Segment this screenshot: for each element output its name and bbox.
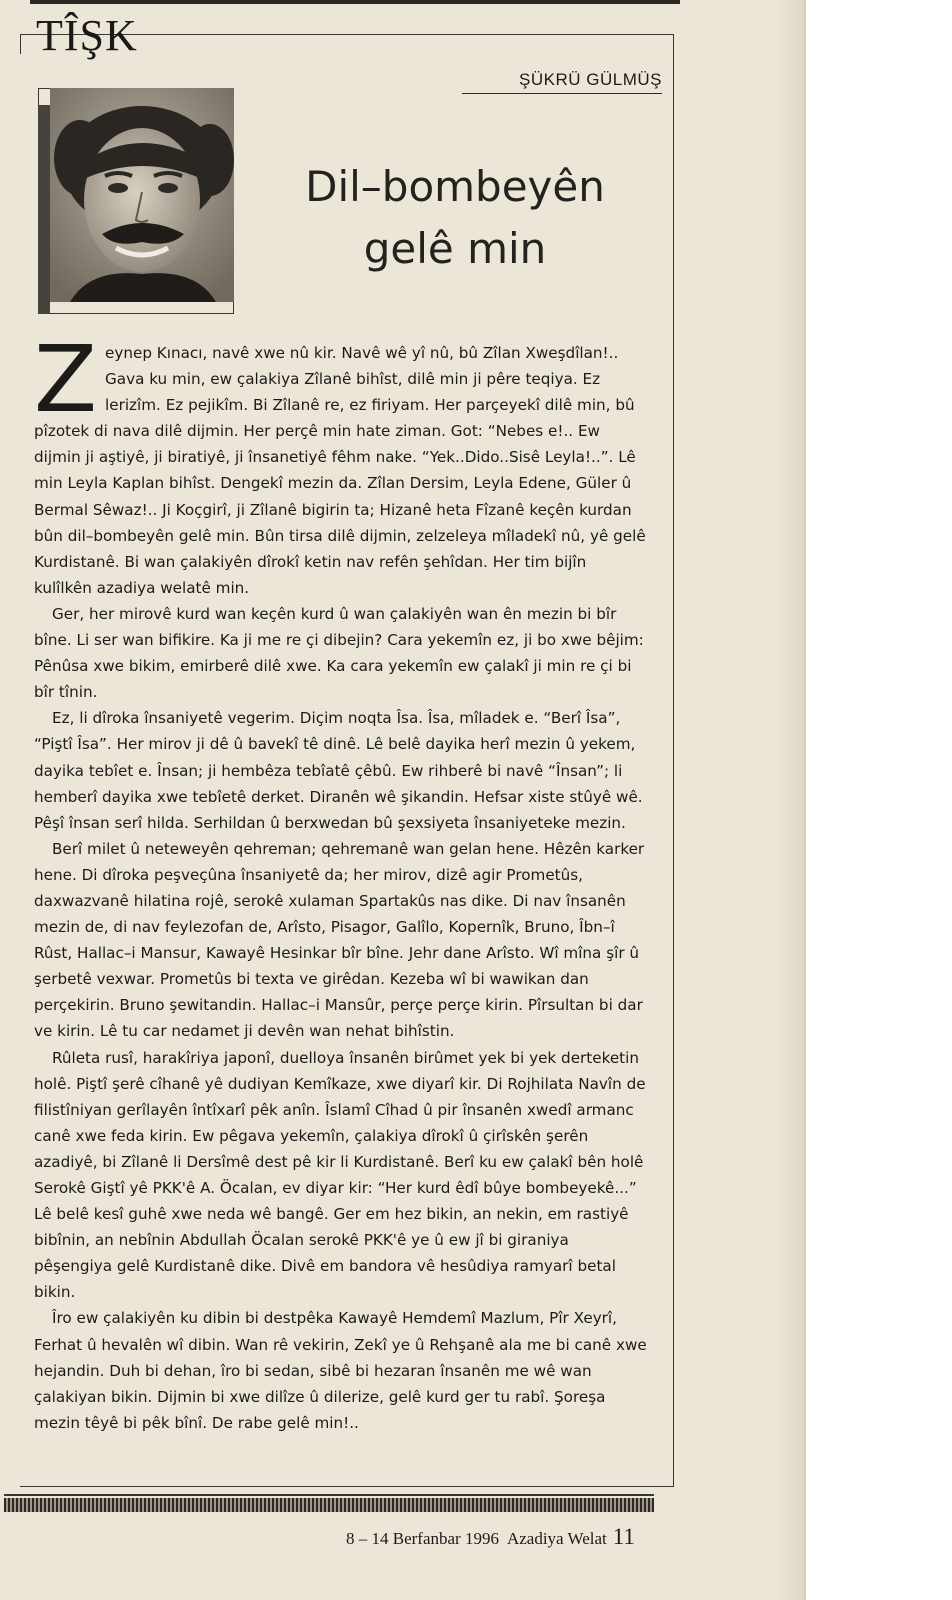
author-photo	[50, 88, 234, 302]
page-edge-shade	[778, 0, 806, 1600]
author-name: ŞÜKRÜ GÜLMÜŞ	[519, 70, 662, 89]
section-label: TÎŞK	[36, 11, 138, 60]
article-paragraph-3: Ez, li dîroka însaniyetê vegerim. Diçim noqta Îsa. Îsa, mîladek e. “Berî Îsa”, “Piştî Îsa”. Her mirov ji dê û bavekî tê dinê. Lê belê dayika herî mezin û yekem, dayika tebîet e. Însan; ji hembêza tebîatê çêbû. Ew rihberê bi navê “Însan”; li hemberî dayika xwe tebîetê derket. Diranên wê şikandin. Hefsar xiste stûyê wê. Pêşî însan serî hilda. Serhildan û berxwedan bû şexsiyeta însaniyeteke mezin.	[34, 709, 643, 832]
footer-date: 8 – 14 Berfanbar 1996	[346, 1529, 499, 1548]
column-frame-bottom	[20, 1486, 674, 1487]
headline-line-1: Dil–bombeyên	[305, 162, 605, 211]
drop-cap: Z	[34, 326, 98, 433]
article-paragraph-1	[34, 326, 648, 601]
column-frame-right	[673, 34, 674, 1486]
page-footer	[346, 1524, 666, 1550]
article-headline	[250, 156, 660, 280]
footer-rule	[4, 1494, 654, 1496]
footer-publication: Azadiya Welat	[506, 1529, 607, 1548]
headline-line-2: gelê min	[363, 224, 547, 273]
paragraph-1-text: eynep Kınacı, navê xwe nû kir. Navê wê yî nû, bû Zîlan Xweşdîlan!.. Gava ku min, ew çalakiya Zîlanê bihîst, dilê min ji pêre teqiya. Ez lerizîm. Ez pejikîm. Bi Zîlanê re, ez firiyam. Her parçeyekî dilê min, bû pîzotek di nava dilê dijmin. Her perçê min hate ziman. Got: “Nebes e!.. Ew dijmin ji aştiyê, ji biratiyê, ji însanetiyê fêhm nake. “Yek..Dido..Sisê Leyla!..”. Lê min Leyla Kaplan bihîst. Dengekî mezin da. Zîlan Dersim, Leyla Edene, Güler û Bermal Sêwaz!.. Ji Koçgirî, ji Zîlanê bigirin ta; Hizanê heta Fîzanê keçên kurdan bûn dil–bombeyên gelê min. Bûn tirsa dilê dijmin, zelzeleya mîladekî nû, yê gelê Kurdistanê. Bi wan çalakiyên dîrokî ketin nav refên şehîdan. Her tim bijîn kulîlkên azadiya welatê min.	[34, 344, 646, 597]
footer-band	[4, 1498, 654, 1512]
article-paragraph-5: Rûleta rusî, harakîriya japonî, duelloya însanên birûmet yek bi yek derteketin holê. Piştî şerê cîhanê yê dudiyan Kemîkaze, xwe diyarî kir. Di Rojhilata Navîn de filistîniyan gerîlayên întîxarî pêk anîn. Îslamî Cîhad û pir însanên xwedî armanc canê xwe feda kirin. Ew pêgava yekemîn, çalakiya dîrokî û çirîskên şerên azadiyê, bi Zîlanê li Dersîmê dest pê kir li Kurdistanê. Berî ku ew çalakî bên holê Serokê Giştî yê PKK'ê A. Öcalan, ev diyar kir: “Her kurd êdî bûye bombeyekê...” Lê belê kesî guhê xwe neda wê bangê. Ger em hez bikin, an nekin, em rastiyê bibînin, an nebînin Abdullah Öcalan serokê PKK'ê ye û ew jî bi giraniya pêşengiya gelê Kurdistanê dike. Divê em bandora vê hesûdiya ramyarî betal bikin.	[34, 1048, 646, 1302]
page-number: 11	[612, 1524, 635, 1549]
article-body	[34, 326, 648, 1436]
top-rule	[30, 0, 680, 4]
article-paragraph-4: Berî milet û neteweyên qehreman; qehremanê wan gelan hene. Hêzên karker hene. Di dîroka peşveçûna însaniyetê da; her mirov, dizê agir Prometûs, daxwazvanê hilatina rojê, serokê xulaman Spartakûs nas dike. Di nav însanên mezin de, di nav feylezofan de, Arîsto, Pisagor, Galîlo, Kopernîk, Bruno, Îbn–î Rûst, Hallac–i Mansur, Kawayê Hesinkar bîr bîne. Jehr dane Arîsto. Wî mîna şîr û şerbetê vexwar. Prometûs bi texta ve girêdan. Kezeba wî bi wawikan dan perçekirin. Bruno şewitandin. Hallac–i Mansûr, perçe perçe kirin. Pîrsultan bi dar ve kirin. Lê tu car nedamet ji devên wan nehat bihîstin.	[34, 839, 645, 1041]
article-paragraph-6: Îro ew çalakiyên ku dibin bi destpêka Kawayê Hemdemî Mazlum, Pîr Xeyrî, Ferhat û hevalên wî dibin. Wan rê vekirin, Zekî ye û Rehşanê ala me bi canê xwe hejandin. Duh bi dehan, îro bi sedan, sibê bi hezaran însanên me wê wan çalakiyan bikin. Dijmin bi xwe dilîze û dilerize, gelê kurd ger tu rabî. Şoreşa mezin têyê bi pêk bînî. De rabe gelê min!..	[34, 1309, 647, 1432]
author-portrait-illustration	[50, 88, 234, 302]
photo-shadow	[38, 105, 50, 314]
author-rule	[462, 93, 662, 94]
article-paragraph-2: Ger, her mirovê kurd wan keçên kurd û wan çalakiyên wan ên mezin bi bîr bîne. Li ser wan bifikire. Ka ji me re çi dibejin? Cara yekemîn ez, ji bo xwe bêjim: Pênûsa xwe bikim, emirberê dilê xwe. Ka cara yekemîn ew çalakî ji min re çi bi bîr tînin.	[34, 604, 644, 702]
column-frame-left	[20, 34, 21, 54]
